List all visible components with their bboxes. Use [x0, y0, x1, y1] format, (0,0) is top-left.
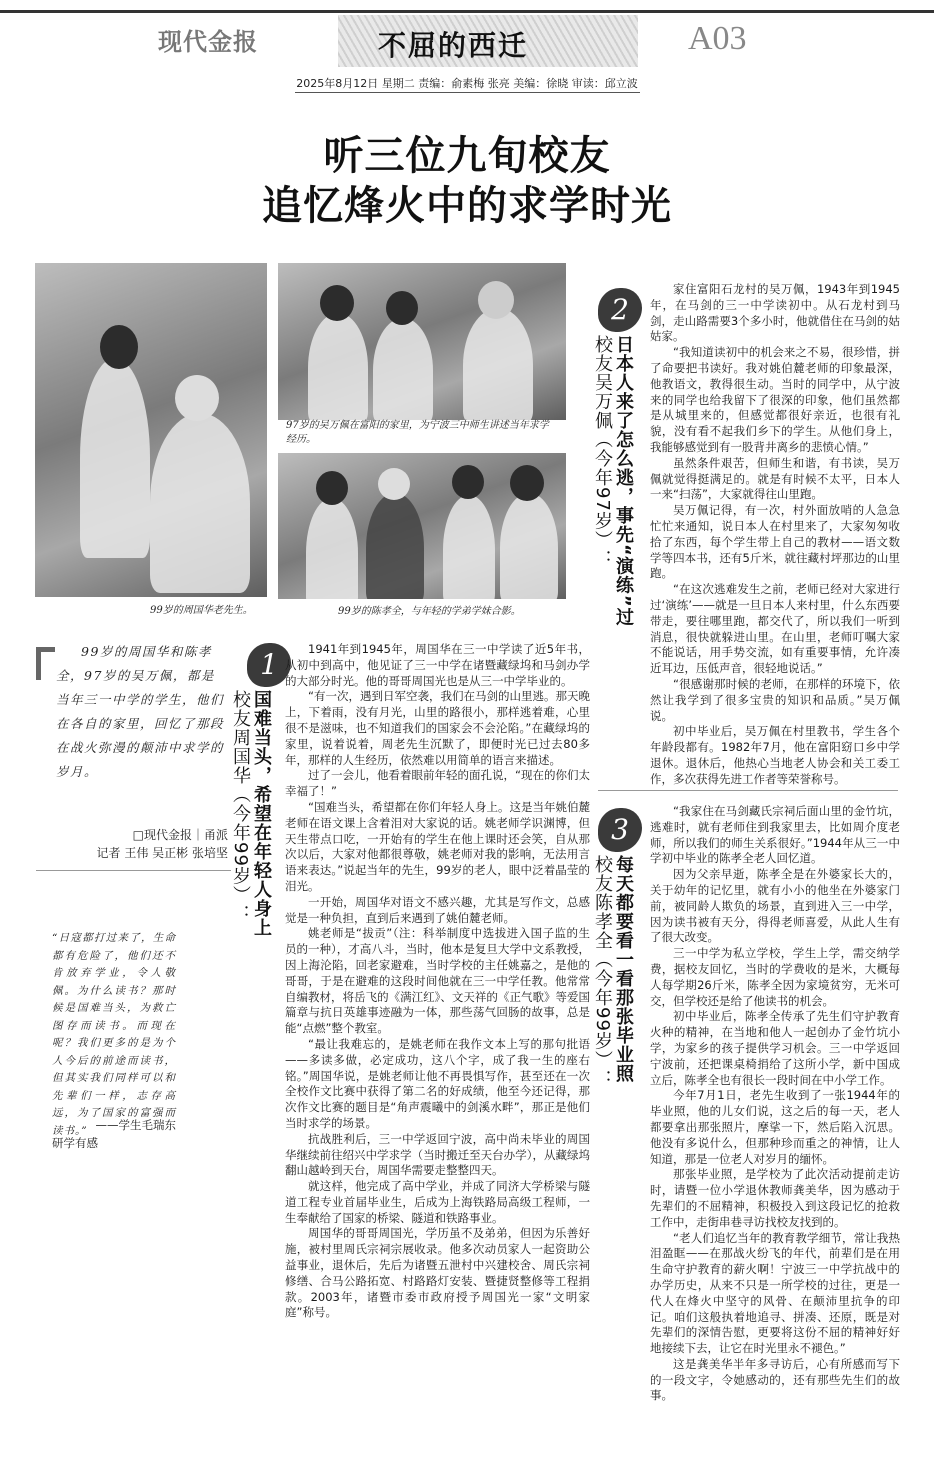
story-3-paragraph: 三一中学为私立学校，学生上学，需交纳学费，据校友回忆，当时的学费收的是米，大概每人每学期26斤米，陈孝全因为家境贫穷，无米可交，但学校还是给了他读书的机会。 [650, 946, 900, 1008]
dateline-rule [295, 92, 640, 93]
photo-chen-xiaoquan [278, 453, 566, 599]
photo-caption-2: 97岁的吴万佩在富阳的家里，为宁波三中师生讲述当年求学经历。 [286, 420, 549, 445]
section-title: 不屈的西迁 [378, 29, 529, 62]
story-1-paragraph: “有一次，遇到日军空袭，我们在马剑的山里逃。那天晚上，下着雨，没有月光，山里的路很小，那样逃着难，心里很不是滋味，也不知道我们的国家会不会沦陷。”在藏绿坞的家里，说着说着，周老先生沉默了，即便时光已过去80多年，那样的人生经历，依然难以用简单的语言来描述。 [285, 689, 590, 767]
story-1-paragraph: 周国华的哥哥周国光，学历虽不及弟弟，但因为乐善好施，被村里周氏宗祠宗展收录。他多次动员家人一起资助公益事业，退休后，先后为诸暨五泄村中兴建校舍、周氏宗祠修缮、合马公路拓宽、村路路灯安装、暨捷贤整修等工程捐款。2003年，诸暨市委市政府授予周国光一家“文明家庭”称号。 [285, 1226, 590, 1320]
story-2-body [650, 282, 900, 788]
story-3-paragraph: 因为父亲早逝，陈孝全是在外婆家长大的，关于幼年的记忆里，就有小小的他坐在外婆家门前，被同龄人欺负的场景，直到进入三一中学，因为读书被有天分，得得老师喜爱，从此人生有了很大改变。 [650, 867, 900, 945]
photo-caption-1: 99岁的周国华老先生。 [150, 605, 253, 616]
story-3-paragraph: 初中毕业后，陈孝全传承了先生们守护教育火种的精神，在当地和他人一起创办了金竹坑小学，为家乡的孩子提供学习机会。三一中学返回宁波前，还把课桌椅捐给了这所小学，新中国成立后，陈孝全也有很长一段时间在中小学工作。 [650, 1009, 900, 1087]
story-1-paragraph: “最让我难忘的，是姚老师在我作文本上写的那句批语——多读多做，必定成功，这八个字，成了我一生的座右铭。”周国华说，是姚老师让他不再畏惧写作，甚至还在一次全校作文比赛中获得了第二名的好成绩，他至今还记得，那次作文比赛的题目是“角声震曦中的剑溪水畔”，那正是他们当时求学的场景。 [285, 1036, 590, 1130]
story-3-paragraph: 这是龚美华半年多寻访后，心有所感而写下的一段文字，令她感动的，还有那些先生们的故事。 [650, 1356, 900, 1403]
story-3-number: 3 [598, 808, 642, 852]
pull-quote-attribution: ——学生毛瑞东 [95, 1118, 176, 1132]
dateline: 2025年8月12日 星期二 责编：俞素梅 张亮 美编：徐晓 审读：邱立波 [296, 77, 638, 90]
photo-caption-3: 99岁的陈孝全，与年轻的学弟学妹合影。 [338, 606, 521, 617]
story-1-paragraph: 过了一会儿，他看着眼前年轻的面孔说，“现在的你们太幸福了！” [285, 768, 590, 799]
story-1-paragraph: 姚老师是“拔贡”（注：科举制度中选拔进入国子监的生员的一种），才高八斗，当时，他本是复旦大学中文系教授，因上海沦陷，回老家避难，当时学校的主任姚嘉之，是他的哥哥，于是在避难的这段时间他就在三一中学任教。他常常自编教材，将岳飞的《满江红》、文天祥的《正气歌》等爱国篇章与抗日英雄事迹融为一体，那些荡气回肠的故事，总是能“点燃”整个教室。 [285, 926, 590, 1036]
story-1-body [285, 642, 590, 1321]
story-2-paragraph: “很感谢那时候的老师，在那样的环境下，依然让我学到了很多宝贵的知识和品质。”吴万佩说。 [650, 676, 900, 723]
story-2-title [592, 335, 634, 665]
story-2-paragraph: 初中毕业后，吴万佩在村里教书，学生各个年龄段都有。1982年7月，他在富阳窈口乡中学退休。退休后，他热心当地老人协会和关工委工作，多次获得先进工作者等荣誉称号。 [650, 724, 900, 786]
story-3-title [592, 855, 634, 1170]
intro-text: 99岁的周国华和陈孝全，97岁的吴万佩，都是当年三一中学的学生，他们在各自的家里，回忆了那段在战火弥漫的颠沛中求学的岁月。 [56, 644, 225, 779]
story-1-title-a: 国难当头，希望在年轻人身上 [251, 690, 272, 937]
story-1-title-b: 校友周国华（今年99岁）： [230, 690, 251, 924]
story-3-paragraph: 今年7月1日，老先生收到了一张1944年的毕业照，他的儿女们说，这之后的每一天，老人都要拿出那张照片，摩挲一下，然后陷入沉思。他没有多说什么，但那种珍而重之的神情，让人知道，那是一位老人对岁月的缅怀。 [650, 1088, 900, 1166]
story-3-paragraph: “老人们追忆当年的教育教学细节，常让我热泪盈眶——在那战火纷飞的年代，前辈们是在用生命守护教育的薪火啊！宁波三一中学抗战中的办学历史，从来不只是一所学校的过往，更是一代人在烽火中坚守的风骨、在颠沛里抗争的印记。咱们这般执着地追寻、拼凑、还原，既是对先辈们的深情告慰，更要将这份不屈的精神好好地接续下去，让它在时光里永不褪色。” [650, 1230, 900, 1356]
story-3-title-b: 校友陈孝全（今年99岁）： [592, 855, 613, 1089]
story-3-body [650, 804, 900, 1404]
paper-name: 现代金报 [158, 27, 258, 56]
story-1-paragraph: 1941年到1945年，周国华在三一中学读了近5年书，从初中到高中，他见证了三一中学在诸暨藏绿坞和马剑办学的大部分时光。他的哥哥周国光也是从三一中学毕业的。 [285, 642, 590, 688]
intro-byline-1: □现代金报｜甬派 [132, 828, 228, 842]
story-2-paragraph: “在这次逃难发生之前，老师已经对大家进行过‘演练’——就是一旦日本人来村里，什么东西要带走，要往哪里跑，都交代了，所以我们一听到消息，很快就躲进山里。在山里，老师叮嘱大家不能说话，用手势交流，如有重要事情，允许凑近耳边，压低声音，很轻地说话。” [650, 582, 900, 676]
page-number: A03 [688, 20, 747, 57]
photo-zhou-guohua [35, 263, 267, 597]
story-1-paragraph: 就这样，他完成了高中学业，并成了同济大学桥梁与隧道工程专业首届毕业生，后成为上海铁路局高级工程师，一生奉献给了国家的桥梁、隧道和铁路事业。 [285, 1179, 590, 1225]
intro-byline-2: 记者 王伟 吴正彬 张培坚 [96, 846, 228, 860]
story-1-number: 1 [247, 643, 291, 687]
pull-quote: “日寇都打过来了，生命都有危险了，他们还不肯放弃学业，令人敬佩。为什么读书？那时候是国难当头，为救亡图存而读书。而现在呢？我们更多的是为个人今后的前途而读书，但其实我们同样可以和先辈们一样，志存高远，为了国家的富强而读书。” [52, 932, 176, 1137]
story-2-number: 2 [598, 288, 642, 332]
story-3-paragraph: “我家住在马剑藏氏宗祠后面山里的金竹坑，逃难时，就有老师住到我家里去，比如周介度老师，所以我们的师生关系很好。”1944年从三一中学初中毕业的陈孝全老人回忆道。 [650, 804, 900, 866]
story-1-paragraph: 一开始，周国华对语文不感兴趣，尤其是写作文，总感觉是一种负担，直到后来遇到了姚伯麓老师。 [285, 894, 590, 925]
top-rule [0, 10, 934, 13]
story-1-paragraph: “国难当头，希望都在你们年轻人身上。这是当年姚伯麓老师在语文课上含着泪对大家说的话。姚老师学识渊博，但天生带点口吃，一开始有的学生在他上课时还会笑，自从那次以后，大家对他都很尊敬，姚老师对我的影响，无法用言语来表达。”说起当年的先生，99岁的老人，眼中泛着晶莹的泪光。 [285, 799, 590, 893]
story-1-paragraph: 抗战胜利后，三一中学返回宁波，高中尚未毕业的周国华继续前往绍兴中学求学（当时搬迁至天台办学），从藏绿坞翻山越岭到天台，周国华需要走整整四天。 [285, 1131, 590, 1178]
story-2-title-a: 日本人来了怎么逃，事先“演练”过 [613, 335, 634, 627]
story-2-title-b: 校友吴万佩（今年97岁）： [592, 335, 613, 569]
story-3-paragraph: 那张毕业照，是学校为了此次活动提前走访时，请暨一位小学退休教师龚美华，因为感动于先辈们的不屈精神，积极投入到这段记忆的抢救工作中，走街串巷寻访找校友找到的。 [650, 1167, 900, 1229]
headline-line-1: 听三位九旬校友 [323, 133, 611, 179]
intro-divider [36, 870, 231, 871]
story-1-title [230, 690, 272, 1010]
photo-wu-wanpei [278, 263, 566, 420]
story-2-paragraph: 吴万佩记得，有一次，村外面放哨的人急急忙忙来通知，说日本人在村里来了，大家匆匆收拾了东西，每个学生带上自己的教材——语文数学等四本书，还有5斤米，就往藏村坪那边的山里跑。 [650, 503, 900, 581]
pull-quote-attribution-2: 研学有感 [52, 1136, 98, 1150]
intro-bracket [36, 647, 55, 680]
story-2-paragraph: 家住富阳石龙村的吴万佩，1943年到1945年，在马剑的三一中学读初中。从石龙村到马剑，走山路需要3个多小时，他就借住在马剑的姑姑家。 [650, 282, 900, 344]
story-3-title-a: 每天都要看一看那张毕业照 [613, 855, 634, 1083]
story-divider [598, 790, 898, 791]
story-2-paragraph: “我知道读初中的机会来之不易，很珍惜，拼了命要把书读好。我对姚伯麓老师的印象最深，他教语文，教得很生动。当时的同学中，从宁波来的同学也给我留下了很深的印象，他们虽然都是从城里来的，但感觉都很好亲近，也很有礼貌，没有看不起我们乡下的学生。从他们身上，我能够感觉到有一股背井离乡的悲愤心情。” [650, 345, 900, 454]
headline-line-2: 追忆烽火中的求学时光 [262, 183, 672, 229]
story-2-paragraph: 虽然条件艰苦，但师生和谐，有书读，吴万佩就觉得挺满足的。就是有时候不太平，日本人一来“扫荡”，大家就得往山里跑。 [650, 455, 900, 502]
